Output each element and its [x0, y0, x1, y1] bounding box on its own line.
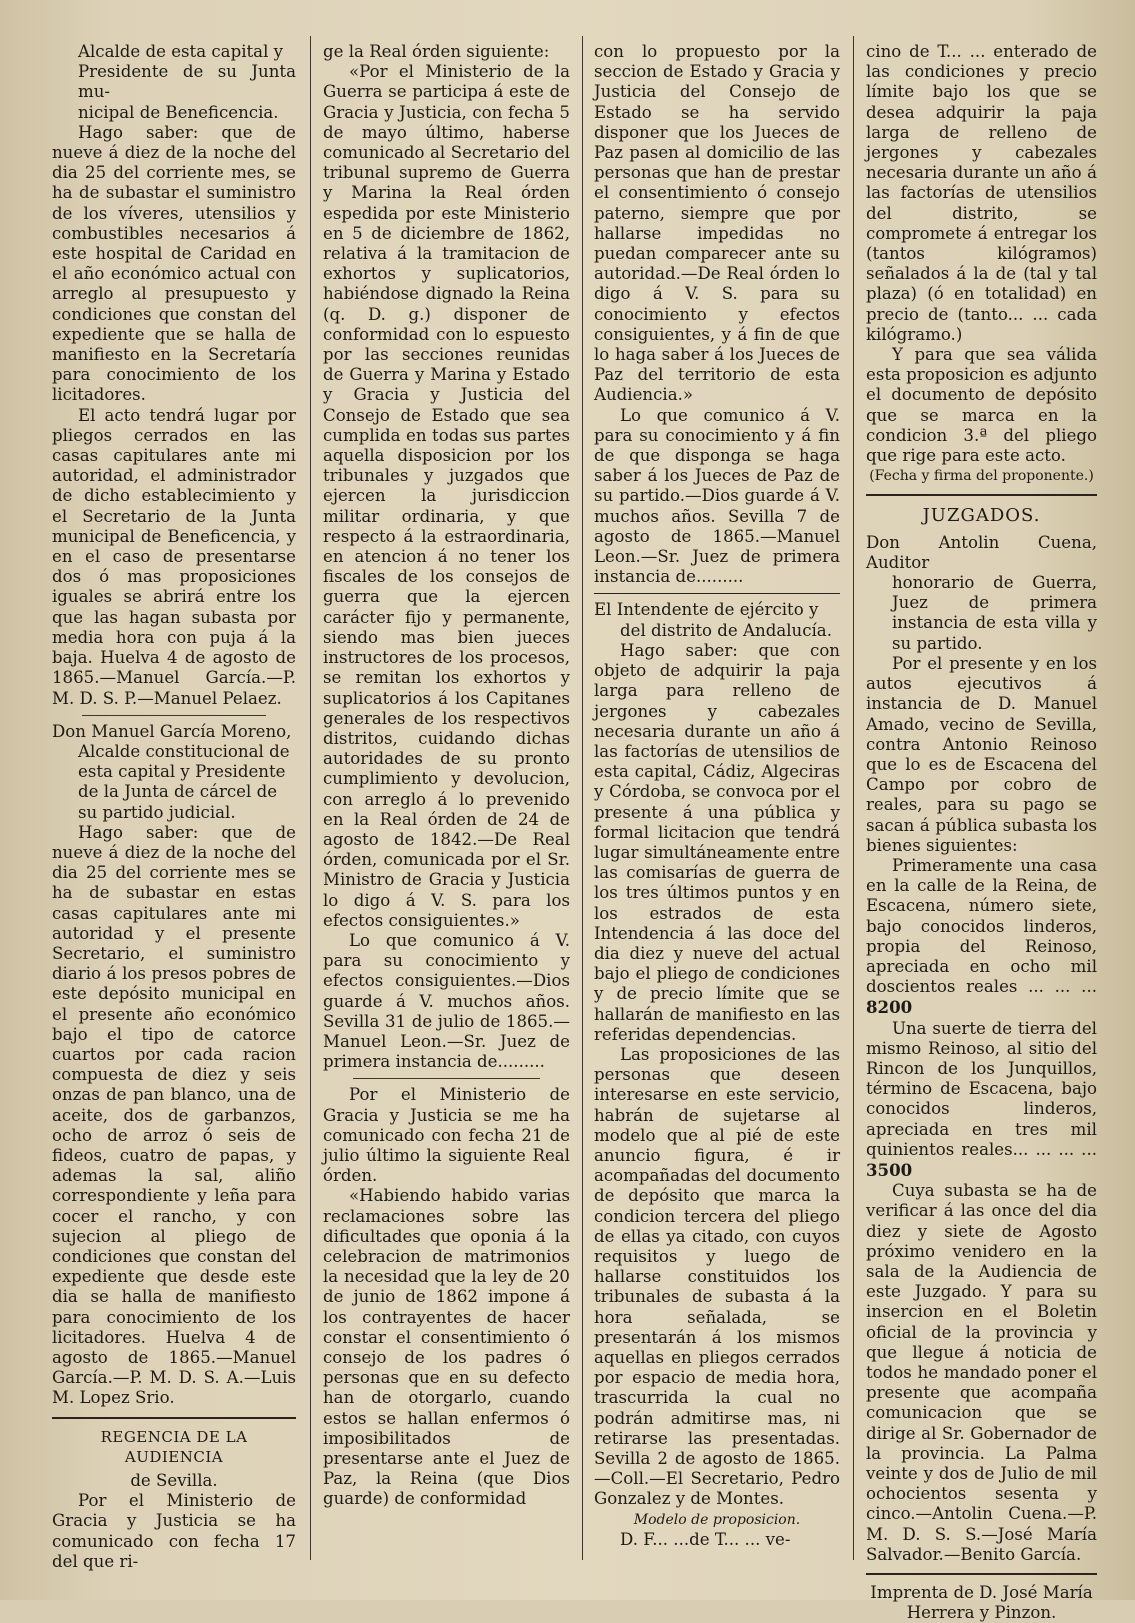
signature-note: (Fecha y firma del proponente.)	[869, 468, 1094, 485]
notice-paragraph: Cuya subasta se ha de verificar á las once del dia diez y siete de Agosto próximo venidero en la sala de la Audiencia de este Juzgado. Y para su insercion en el Boletin oficial de la provincia y que llegue á noticia de todos he mandado poner el presente que acompaña comunicacion que se dirige al Sr. Gobernador de la provincia. La Palma veinte y dos de Julio de mil ochocientos sesenta y cinco.—Antolin Cuena.—P. M. D. S. S.—José María Salvador.—Benito García.	[866, 1181, 1097, 1564]
notice-heading-line: su partido judicial.	[78, 802, 236, 822]
notice-paragraph: Hago saber: que con objeto de adquirir la paja larga para relleno de jergones y cabezales necesaria durante un año á las factorías de utensilios de esta capital, Cádiz, Algeciras y Córdoba, se convoca por el presente á una pública y formal licitacion que tendrá lugar simultáneamente entre las comisarías de guerra de los tres últimos puntos y en los estrados de esta Intendencia á las doce del dia diez y nueve del actual bajo el pliego de condiciones y de precio límite que se hallarán de manifiesto en las referidas dependencias.	[594, 640, 840, 1044]
property-description: Primeramente una casa en la calle de la Reina, de Escacena, número siete, bajo conocidos linderos, propia del Reinoso, apreciada en ocho mil doscientos reales ... ... ...	[866, 855, 1097, 997]
column-rule	[582, 36, 583, 1560]
notice-paragraph: cino de T... ... enterado de las condiciones y precio límite bajo los que se desea adquirir la paja larga de relleno de jergones y cabezales necesaria durante un año á las factorías de utensilios del distrito, se compromete á entregar los (tantos kilógramos) señalados á la de (tal y tal plaza) (ó en totalidad) en precio de (tanto... ... cada kilógramo.)	[866, 42, 1097, 344]
divider	[82, 715, 266, 716]
column-1	[52, 42, 296, 1572]
notice-heading-line: Alcalde de esta capital y	[78, 42, 284, 61]
section-heading: REGENCIA DE LA AUDIENCIA	[100, 1427, 248, 1466]
column-rule	[853, 36, 854, 1560]
section-divider	[866, 1573, 1097, 1575]
divider	[353, 1078, 540, 1079]
notice-paragraph: Las proposiciones de las personas que deseen interesarse en este servicio, habrán de sujetarse al modelo que al pié de este anuncio figura, é ir acompañadas del documento de depósito que marca la condicion tercera del pliego de ellas ya citado, con cuyos requisitos y luego de hallarse constituidos los tribunales de subasta á la hora señalada, se presentarán á los mismos aquellas en pliegos cerrados por espacio de media hora, trascurrida la cual no podrán admitirse mas, ni retirarse las presentadas. Sevilla 2 de agosto de 1865.—Coll.—El Secretario, Pedro Gonzalez y de Montes.	[594, 1044, 840, 1509]
notice-heading-line: Presidente de su Junta mu-	[78, 62, 296, 102]
notice-paragraph: El acto tendrá lugar por pliegos cerrados en las casas capitulares ante mi autoridad, el administrador de dicho establecimiento y el Secretario de la Junta municipal de Beneficencia, y en el caso de presentarse dos ó mas proposiciones iguales se abrirá entre los que las hagan subasta por media hora con puja á la baja. Huelva 4 de agosto de 1865.—Manuel García.—P. M. D. S. P.—Manuel Pelaez.	[52, 405, 296, 708]
column-2	[323, 42, 570, 1510]
section-divider	[866, 494, 1097, 496]
notice-heading-line: del distrito de Andalucía.	[620, 620, 832, 640]
notice-paragraph: Por el Ministerio de Gracia y Justicia se me ha comunicado con fecha 21 de julio último la siguiente Real órden.	[323, 1085, 570, 1186]
notice-paragraph: ge la Real órden siguiente:	[323, 42, 550, 61]
imprint-line: Imprenta de D. José María	[870, 1583, 1093, 1603]
notice-paragraph: D. F... ...de T... ... ve-	[620, 1529, 791, 1549]
notice-heading: Don Antolin Cuena, Auditor	[866, 532, 1097, 572]
notice-heading: Don Manuel García Moreno,	[52, 721, 292, 741]
section-heading: JUZGADOS.	[922, 505, 1041, 527]
divider	[594, 593, 840, 594]
notice-heading-line: Alcalde constitucional de	[78, 741, 290, 761]
notice-paragraph	[866, 1019, 1097, 1182]
notice-paragraph: Y para que sea válida esta proposicion es adjunto el documento de depósito que se marca en la condicion 3.ª del pliego que rige para este acto.	[866, 345, 1098, 466]
imprint-line: Herrera y Pinzon.	[906, 1603, 1057, 1623]
column-rule	[310, 36, 311, 1560]
notice-heading-line: nicipal de Beneficencia.	[78, 102, 279, 122]
property-amount: 8200	[866, 997, 913, 1018]
notice-paragraph: Hago saber: que de nueve á diez de la noche del dia 25 del corriente mes se ha de subastar en estas casas capitulares ante mi autoridad y el presente Secretario, el suministro diario á los presos pobres de este depósito municipal en el presente año económico bajo el tipo de catorce cuartos por cada racion compuesta de diez y seis onzas de pan blanco, una de aceite, dos de garbanzos, ocho de arroz ó seis de fideos, cuatro de papas, y ademas la sal, aliño correspondiente y leña para cocer el rancho, y con sujecion al pliego de condiciones que constan del expediente que desde este dia se halla de manifiesto para conocimiento de los licitadores. Huelva 4 de agosto de 1865.—Manuel García.—P. M. D. S. A.—Luis M. Lopez Srio.	[52, 822, 296, 1408]
notice-paragraph: Hago saber: que de nueve á diez de la noche del dia 25 del corriente mes, se ha de subastar el suministro de los víveres, utensilios y combustibles necesarios á este hospital de Caridad en el año económico actual con arreglo al presupuesto y condiciones que constan del expediente que se halla de manifiesto en la Secretaría para conocimiento de los licitadores.	[52, 122, 296, 405]
property-amount: 3500	[866, 1159, 913, 1180]
column-4	[866, 42, 1097, 1623]
notice-heading-line: esta capital y Presidente	[78, 762, 286, 782]
notice-paragraph	[866, 856, 1097, 1019]
notice-paragraph: Lo que comunico á V. para su conocimiento y efectos consiguientes.—Dios guarde á V. muchos años. Sevilla 31 de julio de 1865.—Manuel Leon.—Sr. Juez de primera instancia de.........	[323, 930, 570, 1072]
section-subheading: de Sevilla.	[130, 1471, 218, 1491]
section-divider	[52, 1417, 296, 1419]
notice-paragraph: Por el Ministerio de Gracia y Justicia se ha comunicado con fecha 17 del que ri-	[52, 1491, 296, 1571]
model-heading: Modelo de proposicion.	[633, 1511, 801, 1528]
notice-heading-line: honorario de Guerra, Juez de primera instancia de esta villa y su partido.	[892, 573, 1097, 653]
notice-heading-line: de la Junta de cárcel de	[78, 782, 278, 802]
notice-heading: El Intendente de ejército y	[594, 600, 819, 620]
notice-paragraph: «Por el Ministerio de la Guerra se participa á este de Gracia y Justicia, con fecha 5 de mayo último, haberse comunicado al Secretario del tribunal supremo de Guerra y Marina la Real órden espedida por este Ministerio en 5 de diciembre de 1862, relativa á la tramitacion de exhortos y suplicatorios, habiéndose dignado la Reina (q. D. g.) disponer de conformidad con lo espuesto por las secciones reunidas de Guerra y Marina y Estado y Gracia y Justicia del Consejo de Estado que sea cumplida en todas sus partes aquella disposicion por los tribunales y juzgados que ejercen la jurisdiccion militar ordinaria, y que respecto á la estraordinaria, en atencion á no tener los fiscales de los consejos de guerra que la ejercen carácter fijo y permanente, siendo mas bien jueces instructores de los procesos, se remitan los exhortos y suplicatorios á los Capitanes generales de los respectivos distritos, cuidando dichas autoridades de su pronto cumplimiento y devolucion, con arreglo á lo prevenido en la Real órden de 24 de agosto de 1842.—De Real órden, comunicada por el Sr. Ministro de Gracia y Justicia lo digo á V. S. para los efectos consiguientes.»	[323, 62, 570, 930]
notice-paragraph: con lo propuesto por la seccion de Estado y Gracia y Justicia del Consejo de Estado se ha servido disponer que los Jueces de Paz pasen al domicilio de las personas que han de prestar el consentimiento ó consejo paterno, siempre que por hallarse impedidas no puedan comparecer ante su autoridad.—De Real órden lo digo á V. S. para su conocimiento y efectos consiguientes, y á fin de que lo haga saber á los Jueces de Paz del territorio de esta Audiencia.»	[594, 42, 840, 405]
notice-paragraph: Lo que comunico á V. para su conocimiento y á fin de que disponga se haga saber á los Jueces de Paz de su partido.—Dios guarde á V. muchos años. Sevilla 7 de agosto de 1865.—Manuel Leon.—Sr. Juez de primera instancia de.........	[594, 405, 840, 587]
column-3	[594, 42, 840, 1550]
notice-paragraph: «Habiendo habido varias reclamaciones sobre las dificultades que oponia á la celebracion de matrimonios la necesidad que la ley de 20 de junio de 1862 impone á los contrayentes de hacer constar el consentimiento ó consejo de los padres ó personas que en su defecto han de otorgarlo, cuando estos se hallan enfermos ó imposibilitados de presentarse ante el Juez de Paz, la Reina (que Dios guarde) de conformidad	[323, 1186, 570, 1509]
property-description: Una suerte de tierra del mismo Reinoso, al sitio del Rincon de los Junquillos, término de Escacena, bajo conocidos linderos, apreciada en tres mil quinientos reales... ... ... ...	[866, 1018, 1097, 1159]
notice-paragraph: Por el presente y en los autos ejecutivos á instancia de D. Manuel Amado, vecino de Sevilla, contra Antonio Reinoso que lo es de Escacena del Campo por cobro de reales, para su pago se sacan á pública subasta los bienes siguientes:	[866, 653, 1097, 855]
